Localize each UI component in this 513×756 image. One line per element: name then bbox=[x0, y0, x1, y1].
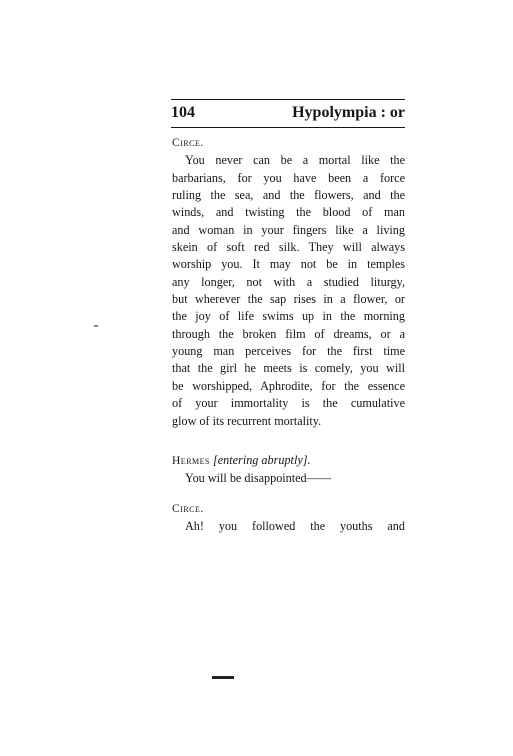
text-line: of your immortality is the cumulative bbox=[172, 396, 405, 411]
text-line: ruling the sea, and the flowers, and the bbox=[172, 188, 405, 203]
text-line: barbarians, for you have been a force bbox=[172, 170, 405, 185]
text-line: worship you. It may not be in temples bbox=[172, 257, 405, 272]
text-line: any longer, not with a studied liturgy, bbox=[172, 274, 405, 289]
text-line: young man perceives for the first time bbox=[172, 344, 405, 359]
text-line: but wherever the sap rises in a flower, or bbox=[172, 292, 405, 307]
text-line: and woman in your fingers like a living bbox=[172, 222, 405, 237]
stray-ink-mark bbox=[94, 325, 98, 327]
printer-signature-mark bbox=[212, 676, 234, 679]
text-line: skein of soft red silk. They will always bbox=[172, 240, 405, 255]
speech-text: You will be disappointed—— bbox=[185, 471, 332, 486]
speaker-line bbox=[172, 452, 405, 470]
running-header bbox=[171, 104, 405, 126]
text-line: You never can be a mortal like the bbox=[185, 153, 405, 168]
text-line: through the broken film of dreams, or a bbox=[172, 326, 405, 341]
running-title: Hypolympia : or bbox=[292, 104, 405, 121]
speech-text: Ah! you followed the youths and bbox=[185, 519, 405, 534]
header-top-rule bbox=[171, 99, 405, 100]
text-line: that the girl he meets is comely, you will bbox=[172, 361, 405, 376]
speaker-name: Circe. bbox=[172, 137, 204, 149]
stage-direction: [entering abruptly]. bbox=[213, 453, 311, 467]
text-line: winds, and twisting the blood of man bbox=[172, 205, 405, 220]
speech-block-hermes bbox=[172, 452, 405, 488]
page-number: 104 bbox=[171, 104, 195, 121]
text-line: the joy of life swims up in the morning bbox=[172, 309, 405, 324]
text-line: be worshipped, Aphrodite, for the essence bbox=[172, 378, 405, 393]
speaker-name: Circe. bbox=[172, 503, 204, 515]
header-bottom-rule bbox=[171, 127, 405, 128]
speaker-name: Hermes bbox=[172, 455, 210, 467]
speech-block-circe-1 bbox=[172, 135, 405, 430]
text-line: glow of its recurrent mortality. bbox=[172, 413, 322, 428]
speech-block-circe-2 bbox=[172, 501, 405, 536]
speech-text bbox=[172, 152, 405, 430]
